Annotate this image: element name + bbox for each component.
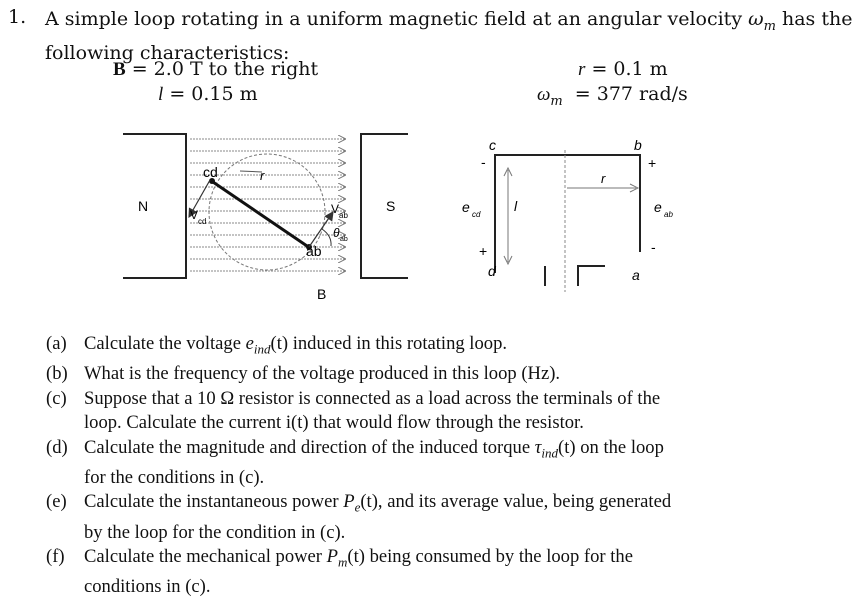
vab-vector	[309, 212, 333, 247]
wm-value: = 377 rad/s	[574, 83, 688, 105]
question-a: (a) Calculate the voltage $e_{ind}(t)$ induced in this rotating loop.	[46, 333, 508, 357]
intro-text-a: A simple loop rotating in a uniform magnetic field at an angular velocity	[45, 8, 749, 30]
label-a: a	[632, 267, 640, 283]
south-pole	[361, 134, 408, 278]
question-f: (f) Calculate the mechanical power $P_m(t)$ being consumed by the loop for the conditions in (c).	[46, 546, 633, 598]
omega-symbol: ω	[748, 8, 764, 30]
theta-arc	[322, 229, 331, 246]
label-theta: θ	[333, 226, 340, 240]
label-l: l	[514, 198, 518, 214]
loop-outline	[495, 155, 640, 273]
radius-line	[240, 171, 262, 172]
label-eab-sub: ab	[664, 210, 673, 219]
intro-text-b: has the	[775, 8, 852, 30]
sign-minus-right: -	[651, 239, 656, 255]
B-symbol: B	[113, 59, 126, 80]
label-vab: V	[331, 202, 340, 216]
wm-symbol: ω	[537, 84, 551, 105]
right-diagram	[462, 137, 673, 292]
north-pole	[123, 134, 186, 278]
sign-minus-left: -	[481, 154, 486, 170]
l-symbol: l	[158, 84, 164, 105]
question-e: (e) Calculate the instantaneous power $P_e(t)$, and its average value, being generated by the loop for the condition in (c).	[46, 491, 672, 543]
label-ecd-sub: cd	[472, 210, 481, 219]
label-c: c	[489, 137, 496, 153]
field-lines	[190, 139, 345, 271]
label-vcd: V	[190, 208, 199, 222]
problem-number: 1.	[8, 6, 27, 28]
left-diagram	[123, 134, 408, 302]
label-S: S	[386, 198, 396, 214]
label-vab-sub: ab	[339, 211, 348, 220]
wm-subscript: m	[550, 93, 563, 109]
label-theta-sub: ab	[340, 236, 348, 243]
sign-plus-right: +	[648, 155, 657, 171]
label-ecd: e	[462, 199, 470, 215]
l-value: = 0.15 m	[163, 83, 258, 105]
label-r-left: r	[260, 168, 265, 183]
B-value: = 2.0 T to the right	[125, 58, 319, 80]
label-eab: e	[654, 199, 662, 215]
label-cd: cd	[203, 164, 218, 180]
label-N: N	[138, 198, 149, 214]
r-symbol: r	[578, 59, 586, 80]
label-B: B	[317, 286, 327, 302]
label-vcd-sub: cd	[198, 217, 207, 226]
question-b: (b) What is the frequency of the voltage produced in this loop (Hz).	[46, 363, 561, 385]
question-list	[46, 332, 671, 600]
loop-conductor	[210, 180, 310, 248]
terminal-right	[578, 266, 605, 286]
omega-subscript: m	[763, 18, 776, 34]
r-value: = 0.1 m	[585, 58, 668, 80]
label-d: d	[488, 263, 496, 279]
sign-plus-left: +	[479, 243, 488, 259]
label-b: b	[634, 137, 642, 153]
label-ab: ab	[306, 243, 322, 259]
label-r-right: r	[601, 171, 606, 186]
question-d: (d) Calculate the magnitude and direction of the induced torque $\tau_{ind}(t)$ on the loop for the conditions in (c).	[46, 436, 664, 488]
question-c: (c) Suppose that a 10 Ω resistor is connected as a load across the terminals of the loop. Calculate the current i(t) that would flow through the resistor.	[46, 387, 661, 434]
intro-line-2: following characteristics:	[45, 41, 290, 64]
